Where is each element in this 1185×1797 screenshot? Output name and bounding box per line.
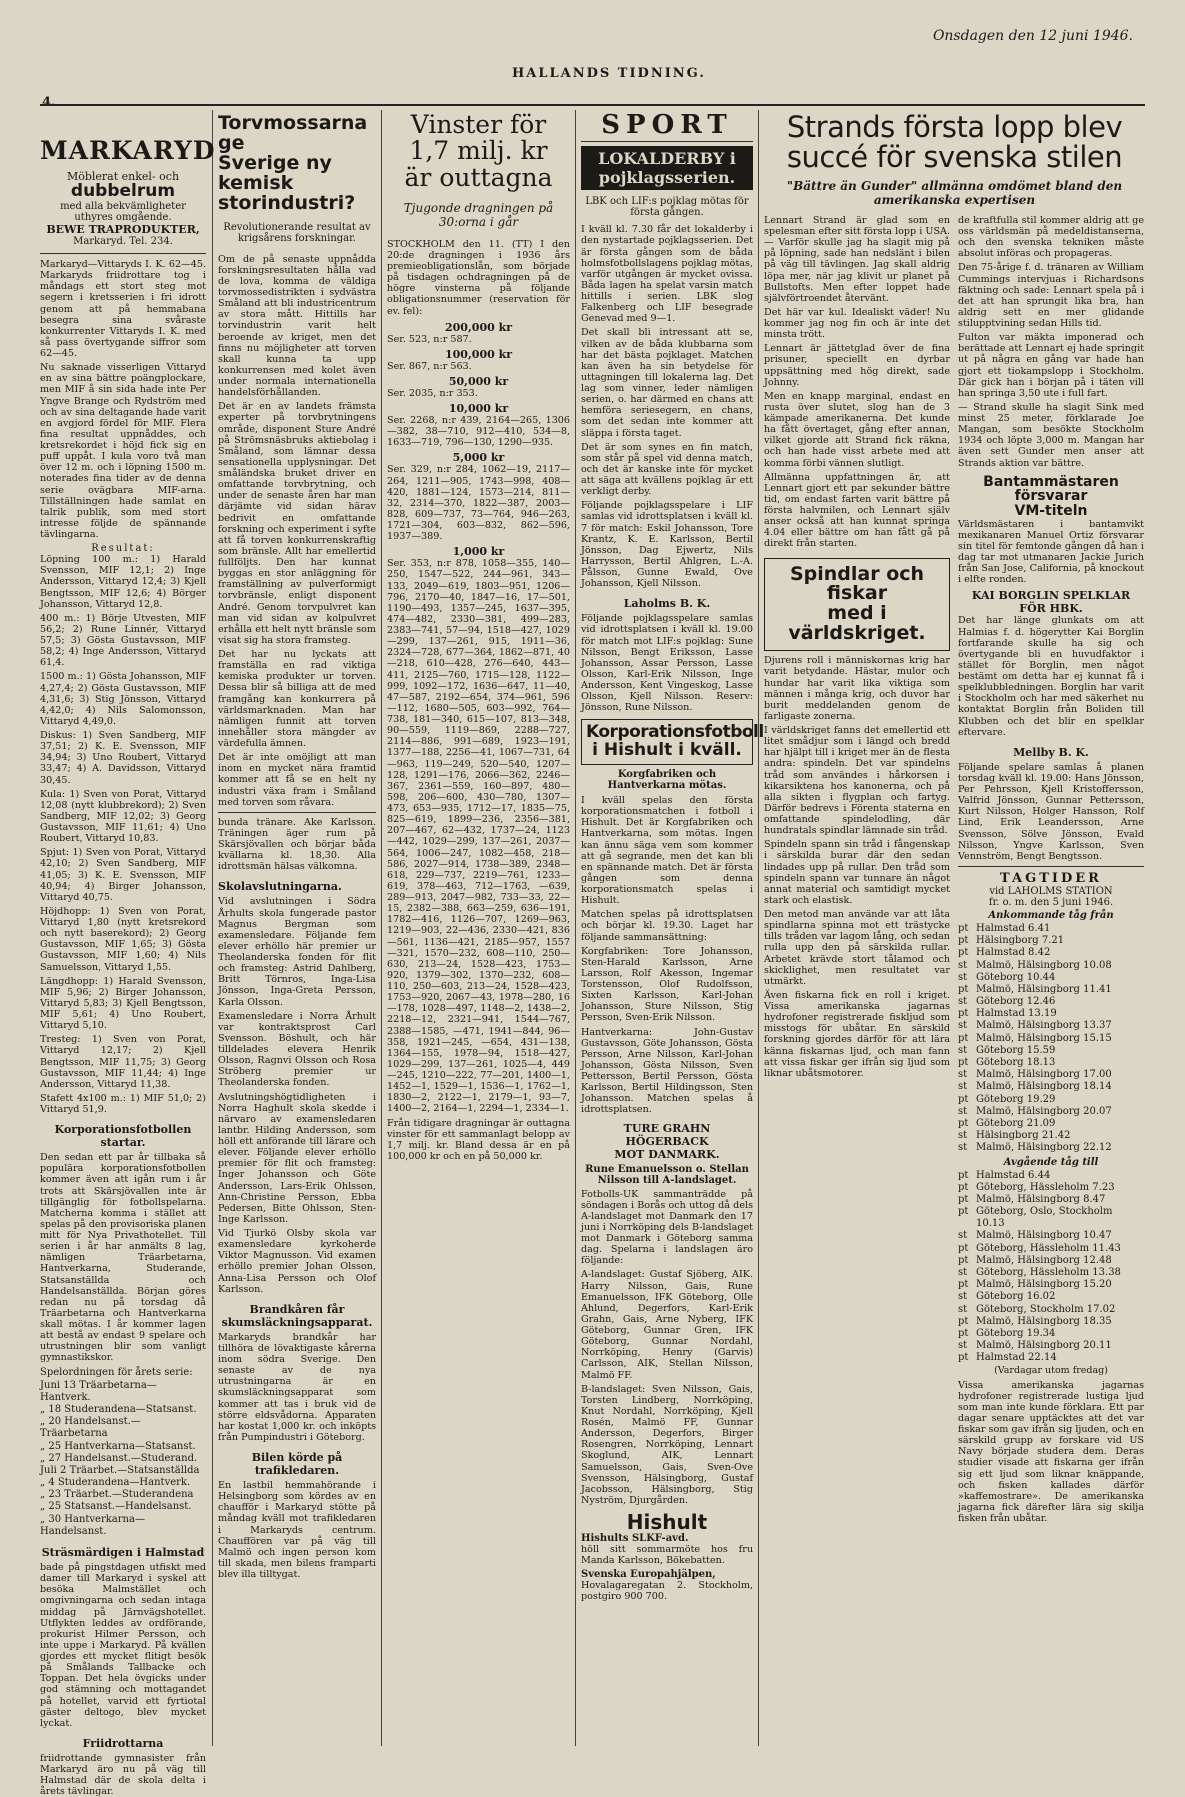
train-entry [958, 1279, 1144, 1291]
column-vinster [387, 112, 570, 1746]
train-type: st [958, 1142, 968, 1154]
train-destination: Malmö, Hälsingborg 8.47 [976, 1193, 1106, 1205]
train-destination: Halmstad 13.19 [976, 1008, 1057, 1020]
train-entry [958, 1182, 1144, 1194]
column-torvmossarna [218, 112, 376, 1746]
train-destination: Malmö, Hälsingborg 18.35 [976, 1315, 1112, 1327]
result-line: Stafett 4x100 m.: 1) MIF 51,0; 2) Vittaryd 51,9. [40, 1092, 206, 1116]
result-line: Löpning 100 m.: 1) Harald Svensson, MIF 12,1; 2) Inge Andersson, Vittaryd 12,4; 3) Kjell Bengtsson, MIF 12,6; 4) Börger Johansson, Vittaryd 12,8. [40, 554, 206, 610]
article-paragraph: A-landslaget: Gustaf Sjöberg, AIK. Harry Nilsson, Gais, Rune Emanuelsson, IFK Göteborg, Olle Ahlund, Degerfors, Karl-Erik Grahn, Gais, Arne Nyberg, IFK Göteborg, Gunnar Gren, IFK Göteborg, Gunnar Nordahl, Norrköping, Henry (Garvis) Carlsson, AIK, Stellan Nilsson, Malmö FF. [581, 1269, 753, 1381]
masthead-date: Onsdagen den 12 juni 1946. [932, 28, 1133, 44]
train-destination: Halmstad 6.41 [976, 922, 1051, 934]
hishult-heading: Hishult [626, 1510, 708, 1535]
article-paragraph: friidrottande gymnasister från Markaryd äro nu på väg till Halmstad där de skola delta i årets tävlingar. [40, 1752, 206, 1797]
train-type: st [958, 1081, 968, 1093]
prize-numbers: Ser. 523, n:r 587. [387, 333, 472, 345]
train-entry [958, 1243, 1144, 1255]
tagtider-heading: TAGTIDER [1000, 870, 1102, 886]
headline-line: Torvmossarna ge [218, 112, 368, 154]
train-entry [958, 947, 1144, 959]
article-paragraph: Korgfabriken: Tore Johansson, Sten-Harald Karlsson, Arne Larsson, Rolf Akesson, Ingemar Torstensson, Olof Rudolfsson, Sixten Karlsson, Karl-Johan Johansson, Sture Nilsson, Stig Persson, Sven-Erik Nilsson. [581, 945, 753, 1024]
strand-left [764, 215, 950, 1527]
top-rule [40, 104, 1145, 106]
article-heading: Brandkåren får skumsläckningsapparat. [221, 1302, 373, 1329]
train-entry [958, 1008, 1144, 1020]
article-paragraph: Vid avslutningen i Södra Århults skola fungerade pastor Magnus Bergman som examensledare. Följande fem elever erhöllo här premier ur Theolanderska fonden för flit och framsteg: Astrid Dahlberg, Britt Törnros, Inga-Lisa Jönsson, Inga-Greta Persson, Karla Olsson. [218, 896, 376, 1008]
divider [958, 866, 1144, 867]
prize-numbers: Ser. 2035, n:r 353. [387, 387, 478, 399]
train-destination: Göteborg 12.46 [976, 996, 1056, 1008]
tagtider-station: vid LAHOLMS STATION [989, 885, 1113, 897]
train-entry [958, 1230, 1144, 1242]
schedule-item: „ 25 Hantverkarna—Statsanst. [40, 1440, 196, 1452]
article-paragraph: Lennart Strand är glad som en spelesman efter sitt första lopp i USA. — Varför skulle jag ha slagit mig på på löpning, sade han nedslänt i bilen på väg till tävlingen. Jag skall aldrig löpa mer, när jag klivit ur planet på Bullstofts. Men efter loppet hade självförtroendet återvänt. [764, 214, 950, 304]
train-destination: Göteborg, Hässleholm 13.38 [976, 1267, 1121, 1278]
headline-deck: "Bättre än Gunder" allmänna omdömet bland den amerikanska expertisen [786, 178, 1123, 207]
korporation-box [581, 719, 764, 765]
train-destination: Halmstad 6.44 [976, 1169, 1051, 1181]
result-line: 400 m.: 1) Börje Utvesten, MIF 56,2; 2) Rune Linnér, Vittaryd 57,5; 3) Gösta Gustavsson, MIF 58,2; 4) Inge Andersson, Vittaryd 61,4. [40, 612, 206, 669]
train-destination: Göteborg 15.59 [976, 1044, 1056, 1056]
article-paragraph: Den 75-årige f. d. tränaren av William Cummings intervjuas i Richardsons fäktning och sade: Lennart spela på i det att han sprungit lika bra, han aldrig sett en mer glidande stilupptvining sedan Hills tid. [958, 262, 1144, 329]
train-type: pt [958, 1279, 969, 1291]
article-paragraph: Hantverkarna: John-Gustav Gustavsson, Göte Johansson, Gösta Persson, Arne Nilsson, Karl-Johan Johansson, Gösta Nilsson, Sven Pettersson, Bertil Persson, Gösta Karlsson, Bertil Hildingsson, Sten Johansson. Matchen spelas å idrottsplatsen. [581, 1026, 753, 1116]
korporation-headline: Korporationsfotboll [586, 722, 764, 743]
train-type: st [958, 1105, 968, 1117]
train-destination: Göteborg, Stockholm 17.02 [976, 1303, 1116, 1315]
article-subhead: Hishults SLKF-avd. [581, 1533, 689, 1545]
column-markaryd [40, 112, 216, 1797]
article-paragraph: Fotbolls-UK sammanträdde på söndagen i Borås och uttog då dels A-landslaget mot Danmark den 17 juni i Norrköping dels B-landslaget mot Danmark i Göteborg samma dag. Spelarna i landslagen äro följande: [581, 1188, 753, 1267]
train-type: pt [958, 922, 969, 934]
article-paragraph: Djurens roll i människornas krig har varit betydande. Hästar, mulor och hundar har varit lika viktiga som männen i många krig, och duvor har burit meddelanden genom de farligaste zonerna. [764, 655, 950, 722]
article-paragraph: I kväll spelas den första korporationsmatchen i fotboll i Hishult. Det är Korgfabriken och Hantverkarna, som mötas. Ingen kan ännu säga vem som kommer att gå segrande, men det kan bli en spännande match. Det är första gången som denna korporationsmatch spelas i Hishult. [581, 795, 753, 907]
spindlar-box [764, 558, 950, 652]
result-line: Tresteg: 1) Sven von Porat, Vittaryd 12,17; 2) Kjell Bengtsson, MIF 11,75; 3) Georg Gustavsson, MIF 11,44; 4) Inge Andersson, Vittaryd 11,38. [40, 1034, 206, 1090]
train-entry [958, 1045, 1144, 1057]
train-type: pt [958, 1327, 969, 1339]
article-paragraph: Den metod man använde var att låta spindlarna spinna mot ett trästycke tills tråden var lagom lång, och sedan rulla upp den på särskilda rullar. Arbetet krävde stort tålamod och skicklighet, men resultatet var utmärkt. [764, 909, 950, 987]
bantam-headline: VM-titeln [1014, 503, 1088, 519]
train-entry [958, 1094, 1144, 1106]
article-paragraph: Lennart är jättetglad över de fina prisuner, speciellt en dyrbar uppsättning med hög direkt, sade Johnny. [764, 343, 950, 388]
article-paragraph: Det är som synes en fin match, som står på spel vid denna match, och det är kanske inte för mycket att säga att kvällens pojklag är ett verkligt derby. [581, 441, 753, 498]
train-type: st [958, 1020, 968, 1032]
train-destination: Halmstad 22.14 [976, 1352, 1057, 1364]
train-destination: Göteborg, Hässleholm 11.43 [976, 1242, 1121, 1254]
article-paragraph: Det här var kul. Idealiskt väder! Nu kommer jag nog fin och är inte det minsta trött. [764, 306, 950, 341]
article-paragraph: bade på pingstdagen utfiskt med damer till Markaryd i syskel att besöka Malmstället och omgivningarna och sedan intaga middag på Järnvägshotellet. Utflykten leddes av ordförande, prokurist Hilmer Persson, och inte uppe i Markaryd. På kvällen gjordes ett mycket flitigt besök på Smålands Tallbacke och Toppan. Det hela övgicks under god stämning och mottagandet på hotellet, varvid ett fyrtiotal gäster deltogo, blev mycket lyckat. [40, 1562, 206, 1729]
page-number: 4. [42, 95, 56, 110]
results-heading: Resultat: [91, 543, 155, 555]
article-paragraph: Världsmästaren i bantamvikt mexikanaren Manuel Ortiz försvarar sin titel för femtonde gången då han i dag tar mot utmanaren Jackie Jurich från San Jose, California, på knockout i elfte ronden. [958, 518, 1144, 586]
article-paragraph: Vid Tjurkö Olsby skola var examensledare kyrkoherde Viktor Magnusson. Vid examen erhöllo premier Johan Olsson, Anna-Lisa Persson och Olof Karlsson. [218, 1228, 376, 1295]
column-divider [381, 110, 382, 1746]
strand-article-columns [764, 215, 1145, 1527]
article-paragraph: de kraftfulla stil kommer aldrig att ge oss världsmän på medeldistanserna, och den svenska tekniken måste absolut införas och propageras. [958, 214, 1144, 260]
prize-amount: 50,000 kr [448, 374, 509, 388]
headline-line: 1,7 milj. kr [409, 136, 548, 166]
article-paragraph: höll sitt sommarmöte hos fru Manda Karlsson, Bökebatten. [581, 1544, 753, 1567]
tagtider-note: (Vardagar utom fredag) [994, 1364, 1108, 1376]
departures-list [958, 1170, 1144, 1365]
train-destination: Göteborg 16.02 [976, 1291, 1056, 1303]
train-entry [958, 1130, 1144, 1142]
spindlar-headline: med i världskriget. [788, 602, 926, 645]
article-paragraph: Det är en av landets främsta experter på torvbrytningens område, disponent Sture André på Strömsnäsbruks aktiebolag i Småland, som lämnar dessa sensationella upplysningar. Det småländska bruket driver en omfattande torvbrytning, och under de senaste åren har man därjämte vid sidan härav bedrivit en omfattande forskning och experiment i syfte att få torven konkurrenskraftig som bränsle. Allt har emellertid fullföljts. Den har kunnat byggas en stor anläggning för framställning av pulverformigt torvbränsle, enligt disponent André. Genom torvpulvret kan man vid sidan av kolpulvret erhålla ett helt nytt bränsle som visat sig ha stora framsteg. [218, 401, 376, 646]
schedule-item: „ 23 Träarbet.—Studerandena [40, 1489, 194, 1501]
train-type: st [958, 996, 968, 1008]
column-divider [212, 110, 213, 1746]
train-destination: Malmö, Hälsingborg 15.15 [976, 1032, 1112, 1044]
markaryd-heading: MARKARYD [40, 136, 216, 165]
train-entry [958, 1206, 1144, 1230]
train-type: pt [958, 1242, 969, 1254]
schedule-item: Juni 13 Träarbetarna—Hantverk. [40, 1379, 157, 1403]
train-entry [958, 1142, 1144, 1154]
train-destination: Malmö, Hälsingborg 13.37 [976, 1020, 1112, 1032]
train-entry [958, 1328, 1144, 1340]
lokalderby-subhead: LBK och LIF:s pojklag mötas för första gången. [585, 196, 749, 219]
train-type: pt [958, 1315, 969, 1327]
kai-headline: FÖR HBK. [1019, 602, 1083, 616]
train-destination: Malmö, Hälsingborg 20.07 [976, 1105, 1112, 1117]
train-destination: Göteborg, Oslo, Stockholm 10.13 [975, 1206, 1113, 1230]
masthead-paper-name: HALLANDS TIDNING. [512, 66, 706, 81]
article-paragraph: Markaryd—Vittaryds I. K. 62—45. Markaryds friidrottare tog i måndags ett stort steg mot segern i kretsserien i fri idrott genom att på hemmabana besegra sina svåraste konkurrenter Vittaryds I. K. med så pass övertygande siffror som 62—45. [40, 259, 206, 360]
strand-right [958, 215, 1144, 1527]
train-type: pt [958, 947, 969, 959]
lokalderby-headline: LOKALDERBY i pojklagsserien. [581, 146, 753, 190]
train-type: st [958, 1267, 968, 1278]
train-type: pt [958, 983, 969, 995]
ad-address: Markaryd. Tel. 234. [73, 236, 173, 248]
article-paragraph: Följande pojklagsspelare samlas vid idrottsplatsen i kväll kl. 19.00 för match mot LIF:s pojklag: Sune Nilsson, Bengt Eriksson, Lasse Johansson, Assar Persson, Lasse Olsson, Karl-Erik Nilsson, Inge Andersson, Kent Vingeskog, Lasse Olsson, Kjell Nilsson. Reserv: Jönsson, Rune Nilsson. [581, 613, 753, 714]
train-type: pt [958, 1169, 969, 1181]
ad-company: BEWE TRAPRODUKTER, [46, 223, 200, 237]
prize-amount: 100,000 kr [445, 347, 512, 361]
schedule-item: Juli 2 Träarbet.—Statsanställda [40, 1464, 200, 1476]
train-type: pt [958, 1117, 969, 1129]
article-paragraph: Spindeln spann sin tråd i fångenskap i särskilda burar där den sedan lindades upp på rullar. Den tråd som spindeln spann var tunnare än något annat material och samtidigt mycket stark och elastisk. [764, 839, 950, 906]
article-heading: Bilen körde på trafikledaren. [251, 1451, 343, 1478]
column-sport [581, 110, 764, 1746]
train-type: pt [958, 1206, 969, 1218]
article-paragraph: Det har länge glunkats om att Halmias f. d. högerytter Kai Borglin fortfarande skulle ha sig och övertygande bli en huvudfaktor i stället för Borglin, men något bestämt om detta har ej kunnat få i spelklubbledningen. Borglin har varit i Stockholm och har med säkerhet nu kontaktat Borglin från Boliden till Klubben och det blir en spelklar eftervare. [958, 615, 1144, 738]
article-heading: TURE GRAHN HÖGERBACK [623, 1121, 711, 1148]
article-paragraph: Följande pojklagsspelare i LIF samlas vid idrottsplatsen i kväll kl. 7 för match: Eskil Johansson, Tore Krantz, K. E. Karlsson, Bertil Jönsson, Dag Ejwertz, Nils Harrysson, Bertil Ahlgren, L.-A. Pålsson, Gunne Ewald, Ove Johansson, Kjell Nilsson. [581, 500, 753, 590]
train-entry [958, 1170, 1144, 1182]
train-type: st [958, 959, 968, 971]
headline-deck: Tjugonde dragningen på 30:orna i går [403, 200, 554, 229]
divider [40, 253, 206, 254]
tagtider-valid: fr. o. m. den 5 juni 1946. [988, 896, 1114, 908]
result-line: Längdhopp: 1) Harald Svensson, MIF 5,96; 2) Birger Johansson, Vittaryd 5,83; 3) Kjell Bengtsson, MIF 5,61; 4) Uno Roubert, Vittaryd 5,10. [40, 975, 206, 1032]
train-entry [958, 960, 1144, 972]
train-destination: Halmstad 8.42 [976, 947, 1051, 959]
schedule-item: „ 30 Hantverkarna—Handelsanst. [40, 1513, 145, 1537]
ad-text: med alla bekvämligheter uthyres omgående. [60, 201, 186, 224]
result-line: Kula: 1) Sven von Porat, Vittaryd 12,08 (nytt klubbrekord); 2) Sven Sandberg, MIF 12,02; 3) Georg Gustavsson, MIF 11,61; 4) Uno Roubert, Vittaryd 10,83. [40, 788, 206, 845]
article-paragraph: Det har nu lyckats att framställa en rad viktiga kemiska produkter ur torven. Dessa blir så billiga att de med framgång kan konkurrera på världsmarknaden. Man har nämligen funnit att torven innehåller stora mängder av värdefulla ämnen. [218, 649, 376, 750]
train-entry [958, 923, 1144, 935]
train-destination: Malmö, Hälsingborg 12.48 [976, 1254, 1112, 1266]
article-paragraph: Men en knapp marginal, endast en rusta över slutet, slog han de 3 kämpade amerikanerna. Det kunde ha fått övertaget, gång efter annan, vilket gjorde att Strand fick räkna, och han hade visst arbete med att komma förbi vännen slutligt. [764, 390, 950, 469]
article-heading: Skolavslutningarna. [218, 880, 342, 894]
schedule-item: „ 27 Handelsanst.—Studerand. [40, 1452, 198, 1464]
train-type: pt [958, 1352, 969, 1364]
train-destination: Malmö, Hälsingborg 10.47 [976, 1230, 1112, 1242]
result-line: Diskus: 1) Sven Sandberg, MIF 37,51; 2) K. E. Svensson, MIF 34,94; 3) Uno Roubert, Vittaryd 33,47; 4) A. Davidsson, Vittaryd 30,45. [40, 730, 206, 786]
korporation-headline: i Hishult i kväll. [592, 740, 742, 761]
train-entry [958, 972, 1144, 984]
prize-numbers: Ser. 867, n:r 563. [387, 360, 472, 372]
train-type: st [958, 1069, 968, 1081]
article-paragraph: Från tidigare dragningar är outtagna vinster för ett sammanlagt belopp av 1,7 milj. kr. Bland dessa är en på 100,000 kr och en på 50,000 kr. [387, 1117, 570, 1162]
sport-header: SPORT [581, 112, 753, 142]
headline-line: Sverige ny kemisk [218, 151, 332, 194]
article-heading: Sträsmärdigen i Halmstad [41, 1546, 205, 1560]
schedule-list [40, 1380, 206, 1538]
departures-heading: Avgående tåg till [1003, 1156, 1099, 1168]
train-type: st [958, 1130, 968, 1142]
result-line: Spjut: 1) Sven von Porat, Vittaryd 42,10; 2) Sven Sandberg, MIF 41,05; 3) K. E. Svensson, MIF 40,94; 4) Birger Johansson, Vittaryd 40,75. [40, 847, 206, 903]
notice-paragraph: bunda tränare. Ake Karlsson. Träningen äger rum på Skärsjövallen och börjar båda kvällarna kl. 18,30. Alla idrottsmän hälsas välkomna. [218, 816, 376, 873]
train-entry [958, 1255, 1144, 1267]
train-entry [958, 1118, 1144, 1130]
train-entry [958, 1194, 1144, 1206]
spindlar-headline: Spindlar och fiskar [789, 562, 925, 605]
train-type: pt [958, 935, 969, 947]
article-paragraph: Den sedan ett par år tillbaka så populära korporationsfotbollen kommer även att igån rum i år trots att Skärsjövallen inte är tillgänglig för fotbollspelarna. Matcherna komma i stället att spelas på den provisoriska planen mitt för Nya Privathotellet. Till serien i år har anmälts 8 lag, nämligen Träarbetarna, Hantverkarna, Studerande, Statsanställda och Handelsanställda. Början göres redan nu på torsdag då Träarbetarna och Hantverkarna skall mötas. I år kommer lagen att bestå av endast 9 spelare och utrustningen blir som vanligt gymnastikskor. [40, 1152, 206, 1364]
train-entry [958, 984, 1144, 996]
article-paragraph: Följande spelare samlas å planen torsdag kväll kl. 19.00: Hans Jönsson, Per Pehrsson, Kjell Kristoffersson, Valfrid Jönsson, Gunnar Pettersson, Kurt Nilsson, Holger Hansson, Rolf Lind, Erik Leandersson, Arne Svensson, Sölve Jönsson, Evald Nilsson, Yngve Karlsson, Sven Vennström, Bengt Bengtsson. [958, 761, 1144, 862]
train-entry [958, 1352, 1144, 1364]
train-destination: Malmö, Hälsingborg 18.14 [976, 1081, 1112, 1093]
schedule-item: „ 20 Handelsanst.—Träarbetarna [40, 1416, 141, 1440]
article-paragraph: Det skall bli intressant att se, vilken av de båda klubbarna som har det bästa pojklaget. Matchen kan även ha sin betydelse för uttagningen till lokalerna lag. Det lag som vinner, leder nämligen serien, o. har därmed en chans att hemföra seriesegern, en chans, som det sedan inte kommer att släppa i första taget. [581, 327, 753, 439]
article-paragraph: Avslutningshögtidligheten i Norra Haghult skola skedde i närvaro av examensledaren lantbr. Hilding Andersson, som höll ett anförande till lärare och elever. Följande elever erhöllo premier för flit och framsteg: Inger Johansson och Göte Andersson, Lars-Erik Ohlsson, Ann-Christine Persson, Ebba Pedersen, Bitte Ohlsson, Sten-Inge Karlsson. [218, 1091, 376, 1225]
train-type: pt [958, 1057, 969, 1068]
train-entry [958, 1316, 1144, 1328]
article-paragraph: Nu saknade visserligen Vittaryd en av sina bättre poängplockare, men MIF å sin sida hade inte Per Yngve Brange och Rydström med och av sina deltagande hade varit en avgjord fördel för MIF. Flera fina resultat uppnåddes, och kretsrekordet i höjd fick sig en puff uppåt. I kula voro två man över 12 m. och i löpning 1500 m. noterades fina tider av de denna serie ovägbara MIF-arna. Tillställningen hade samlat en talrik publik, som med stort intresse följde de spännande tävlingarna. [40, 362, 206, 541]
article-paragraph: B-landslaget: Sven Nilsson, Gais, Torsten Lindberg, Norrköping, Knut Nordahl, Norrköping, Kjell Rosén, Malmö FF, Gunnar Andersson, Degerfors, Birger Rosengren, Norrköping, Lennart Skoglund, AIK, Lennart Samuelsson, Gais, Sven-Ove Svensson, Hälsingborg, Gustaf Jacobsson, Hälsingborg, Stig Nyström, Djurgården. [581, 1383, 753, 1506]
prize-amount: 200,000 kr [445, 320, 512, 334]
train-destination: Malmö, Hälsingborg 11.41 [976, 983, 1112, 995]
schedule-item: „ 18 Studerandena—Statsanst. [40, 1403, 197, 1415]
train-entry [958, 1267, 1144, 1279]
article-subhead: Rune Emanuelsson o. Stellan Nilsson till A-landslaget. [585, 1163, 749, 1186]
train-entry [958, 1340, 1144, 1352]
arrivals-heading: Ankommande tåg från [988, 909, 1114, 921]
article-heading: Korporationsfotbollen startar. [54, 1123, 192, 1150]
column-divider [758, 110, 759, 1746]
article-heading: Laholms B. K. [623, 597, 711, 611]
ad-headline: dubbelrum [70, 181, 176, 202]
train-type: pt [958, 1093, 969, 1105]
train-destination: Göteborg 21.09 [976, 1117, 1056, 1129]
train-destination: Göteborg 19.34 [976, 1327, 1056, 1339]
headline-line: är outtagna [404, 162, 553, 192]
train-destination: Hälsingborg 21.42 [976, 1130, 1071, 1142]
train-type: st [958, 971, 968, 983]
article-paragraph: Examensledare i Norra Århult var kontraktsprost Carl Svensson. Böshult, och här tilldelades elevera Henrik Olsson, Ragnvi Olsson och Rosa Ströberg premier ur Theolanderska fonden. [218, 1010, 376, 1089]
headline-line: Vinster för [410, 110, 547, 139]
train-entry [958, 1033, 1144, 1045]
bantam-headline: Bantammästaren försvarar [983, 473, 1119, 505]
article-paragraph: Matchen spelas på idrottsplatsen och börjar kl. 19.30. Laget har följande sammansättning: [581, 909, 753, 943]
article-paragraph: STOCKHOLM den 11. (TT) I den 20:de dragningen i 1936 års premieobligationslån, som började på tisdagen ochdragningen på de högre vinsterna på följande obligationsnummer (reservation för ev. fel): [387, 238, 570, 317]
article-paragraph: Vissa amerikanska jagarnas hydrofoner registrerade lustiga ljud som man inte kunde förklara. Ett par dagar senare upptäcktes att det var fiskar som gav ifrån sig ljuden, och en särskild grupp av forskare vid US Navy började studera dem. Deras studier visade att fiskarna ger ifrån sig ett ljud som liknar knäppande, och fisken kallades därför »kaffemostrare». De amerikanska jagarna fick därefter lära sig skilja fisken från ubåtar. [958, 1379, 1144, 1524]
train-type: pt [958, 1008, 969, 1020]
arrivals-list [958, 923, 1144, 1155]
train-destination: Malmö, Hälsingborg 15.20 [976, 1279, 1112, 1291]
prize-amount: 5,000 kr [452, 451, 505, 465]
column-divider [575, 110, 576, 1746]
train-type: pt [958, 1181, 969, 1193]
article-paragraph: I kväll kl. 7.30 får det lokalderby i den nystartade pojklagsserien. Det är första gången som de båda holmsfotbollslagens pojklag mötas, varför utgången är mycket ovissa. Båda lagen ha spelat varsin match hittills i serien. LBK slog Falkenberg och LIF besegrade Genevad med 9—1. [581, 224, 753, 325]
train-destination: Malmö, Hälsingborg 10.08 [976, 959, 1112, 971]
train-destination: Göteborg 18.13 [976, 1057, 1056, 1068]
train-type: st [958, 1044, 968, 1056]
korporation-subhead: Korgfabriken och Hantverkarna mötas. [607, 769, 727, 792]
result-line: 1500 m.: 1) Gösta Johansson, MIF 4,27,4; 2) Gösta Gustavsson, MIF 4,31,6; 3) Stig Jönsson, Vittaryd 4,42,0; 4) Nils Salomonsson, Vittaryd 4,49,0. [40, 671, 206, 727]
train-entry [958, 1081, 1144, 1093]
prize-amount: 1,000 kr [452, 545, 505, 559]
divider [218, 812, 376, 813]
article-heading: Svenska Europahjälpen, [581, 1569, 716, 1581]
column-strand [764, 112, 1145, 1746]
headline-line: storindustri? [218, 191, 356, 214]
train-entry [958, 1020, 1144, 1032]
train-destination: Hälsingborg 7.21 [976, 935, 1065, 947]
train-entry [958, 1057, 1144, 1069]
train-destination: Malmö, Hälsingborg 17.00 [976, 1069, 1112, 1081]
train-entry [958, 935, 1144, 947]
schedule-heading: Spelordningen för årets serie: [40, 1366, 193, 1378]
train-entry [958, 1106, 1144, 1118]
train-destination: Malmö, Hälsingborg 22.12 [976, 1142, 1112, 1154]
train-type: st [958, 1230, 968, 1242]
prize-numbers: Ser. 2268, n:r 439, 2164—265, 1306—382, 38—710, 912—410, 534—8, 1633—719, 796—130, 1290—935. [387, 415, 570, 449]
train-type: pt [958, 1254, 969, 1266]
ad-line: Möblerat enkel- och [66, 170, 180, 184]
headline-line: Strands första lopp blev [786, 110, 1123, 144]
article-paragraph: Fulton var mäkta imponerad och berättade att Lennart ej hade springit ut på några en gång var hade han gjort ett tiokampslopp i Stockholm. Där gick han i början på i täten vill han springa 3,50 ute i full fart. [958, 332, 1144, 399]
result-line: Höjdhopp: 1) Sven von Porat, Vittaryd 1,80 (nytt kretsrekord och nytt baserekord); 2) Georg Gustavsson, MIF 1,65; 3) Gösta Gustavsson, MIF 1,60; 4) Nils Samuelsson, Vittaryd 1,55. [40, 905, 206, 973]
article-paragraph: Markaryds brandkår har tillhöra de lövaktigaste kårerna inom södra Sverige. Den senaste av de nya utrustningarna är en skumsläckningsapparat som kommer att tas i bruk vid de större eldsvådorna. Apparaten har kostat 1,000 kr. och inköpts från Pumpindustri i Göteborg. [218, 1331, 376, 1443]
article-paragraph: Om de på senaste uppnådda forskningsresultaten hålla vad de lova, komma de väldiga torvmossedistrikten i sydvästra Småland att bli industricentrum av stora mått. Hittills har torvindustrin varit helt beroende av kriget, men det finns nu möjligheter att torven skall kunna ta upp konkurrensen med kolet även under normala internationella handelsförhållanden. [218, 253, 376, 399]
kai-headline: KAI BORGLIN SPELKLAR [971, 589, 1131, 603]
train-destination: Göteborg, Hässleholm 7.23 [976, 1181, 1115, 1193]
article-paragraph: Även fiskarna fick en roll i kriget. Vissa amerikanska jagarnas hydrofoner registrerade fiskljud som misstogs för ubåtar. En särskild forskning gjordes därför för att lära känna fiskarnas ljud, och man fann att vissa fiskar ger ifrån sig ljud som liknar ubåtsmotorer. [764, 989, 950, 1079]
prize-numbers: Ser. 353, n:r 878, 1058—355, 140—250, 1547—522, 244—961, 343—133, 2049—619, 1803—951, 1206—796, 2170—40, 1847—16, 17—501, 1190—493, 1357—245, 1637—395, 474—482, 2330—381, 499—283, 2383—741, 57—94, 1518—427, 1029—299, 137—261, 915, 1911—36, 2324—728, 677—364, 1862—871, 40—218, 610—428, 276—640, 443—411, 2125—760, 1715—128, 1122—999, 1092—172, 1636—647, 11—40, 47—587, 2192—654, 374—961, 596—112, 1680—505, 603—992, 764—738, 181—340, 615—107, 813—348, 90—559, 1119—869, 2288—727, 2114—886, 991—689, 1923—191, 1377—188, 2256—41, 1067—731, 64—963, 119—249, 520—540, 1207—128, 1291—176, 2066—362, 2246—367, 2361—559, 160—897, 480—598, 206—600, 430—780, 1307—473, 653—935, 1712—17, 1835—75, 825—619, 1899—236, 2356—381, 207—467, 62—432, 1737—24, 1123—442, 1029—299, 137—261, 2037—564, 1006—247, 1082—458, 218—586, 2027—914, 1738—389, 2348—618, 229—737, 2219—761, 1233—619, 378—463, 712—1763, —639, 289—913, 2047—982, 733—33, 22—15, 2382—388, 663—259, 636—191, 1782—416, 1126—707, 1269—963, 1219—903, 22—436, 2330—421, 836—561, 1136—421, 2185—957, 1557—321, 1570—232, 608—110, 250—630, 213—24, 1528—423, 1753—920, 1379—302, 1370—232, 608—110, 250—603, 213—24, 1528—423, 1753—920, 2067—43, 1978—280, 16—178, 1028—497, 1148—2, 1438—2, 2218—12, 2321—941, 1544—767, 2388—1585, —471, 1941—844, 96—358, 1921—245, —654, 431—138, 1364—155, 1978—94, 1518—427, 1029—299, 137—261, 1025—4, 449—245, 1210—222, 77—201, 1400—1, 1452—1, 1529—1, 1536—1, 1762—1, 1830—2, 2122—1, 2179—1, 93—7, 1400—2, 2164—1, 2294—1, 2334—1. [387, 558, 570, 1115]
schedule-item: „ 4 Studerandena—Hantverk. [40, 1477, 191, 1489]
article-paragraph: En lastbil hemmahörande i Helsingborg som kördes av en chaufför i Markaryd stötte på måndag kväll mot trafikledaren i Markaryds centrum. Chauffören var på väg till Malmö och ingen person kom till skada, men bilens framparti blev illa tilltygat. [218, 1480, 376, 1581]
article-paragraph: I världskriget fanns det emellertid ett litet smådjur som i längd och bredd har hjälpt till i kriget mer än de flesta andra: spindeln. Det var spindelns tråd som användes i hårkorsen i kikarsiktena hos kanonerna, och på alla sikten i flygplan och fartyg. Därför bedrevs i Förenta staterna en omfattande spindelodling, där hundratals spindlar lämnade sin tråd. [764, 725, 950, 837]
headline-deck: Revolutionerande resultat av krigsårens forskningar. [223, 221, 371, 244]
train-destination: Malmö, Hälsingborg 20.11 [976, 1340, 1112, 1352]
article-paragraph: Hovalagaregatan 2. Stockholm, postgiro 900 700. [581, 1580, 753, 1603]
article-paragraph: Allmänna uppfattningen är, att Lennart gjort ett par sekunder bättre tid, om endast farten varit bättre på första halvmilen, och Lennart själv anser också att han kunnat springa 4.04 eller bättre om han fått gå på direkt från starten. [764, 471, 950, 550]
train-type: st [958, 1340, 968, 1352]
train-destination: Göteborg 10.44 [976, 971, 1056, 983]
prize-numbers: Ser. 329, n:r 284, 1062—19, 2117—264, 1211—905, 1743—998, 408—420, 1881—124, 1573—214, 811—32, 2314—370, 1822—387, 2003—828, 609—737, 73—764, 946—263, 1721—304, 603—832, 862—596, 1937—389. [387, 464, 570, 543]
train-entry [958, 1069, 1144, 1081]
article-heading: Mellby B. K. [1013, 745, 1089, 759]
prize-amount: 10,000 kr [448, 402, 509, 415]
train-type: pt [958, 1032, 969, 1044]
article-paragraph: — Strand skulle ha slagit Sink med minst 25 meter, förklarade Joe Mangan, som besökte Stockholm 1934 och löpte 3,000 m. Mangan har även sett Gunder men anser att Strands aktion var bättre. [958, 401, 1144, 469]
article-heading: Friidrottarna [82, 1736, 164, 1750]
schedule-item: „ 25 Statsanst.—Handelsanst. [40, 1501, 192, 1513]
train-type: st [958, 1291, 968, 1303]
article-heading: MOT DANMARK. [614, 1147, 720, 1161]
train-destination: Göteborg 19.29 [976, 1093, 1056, 1105]
train-type: st [958, 1303, 968, 1315]
train-entry [958, 1291, 1144, 1303]
article-paragraph: Det är inte omöjligt att man inom en mycket nära framtid kommer att få se en helt ny industri växa fram i Småland med torven som råvara. [218, 752, 376, 808]
headline-line: succé för svenska stilen [786, 140, 1123, 175]
train-entry [958, 996, 1144, 1008]
train-entry [958, 1304, 1144, 1316]
train-type: pt [958, 1193, 969, 1205]
